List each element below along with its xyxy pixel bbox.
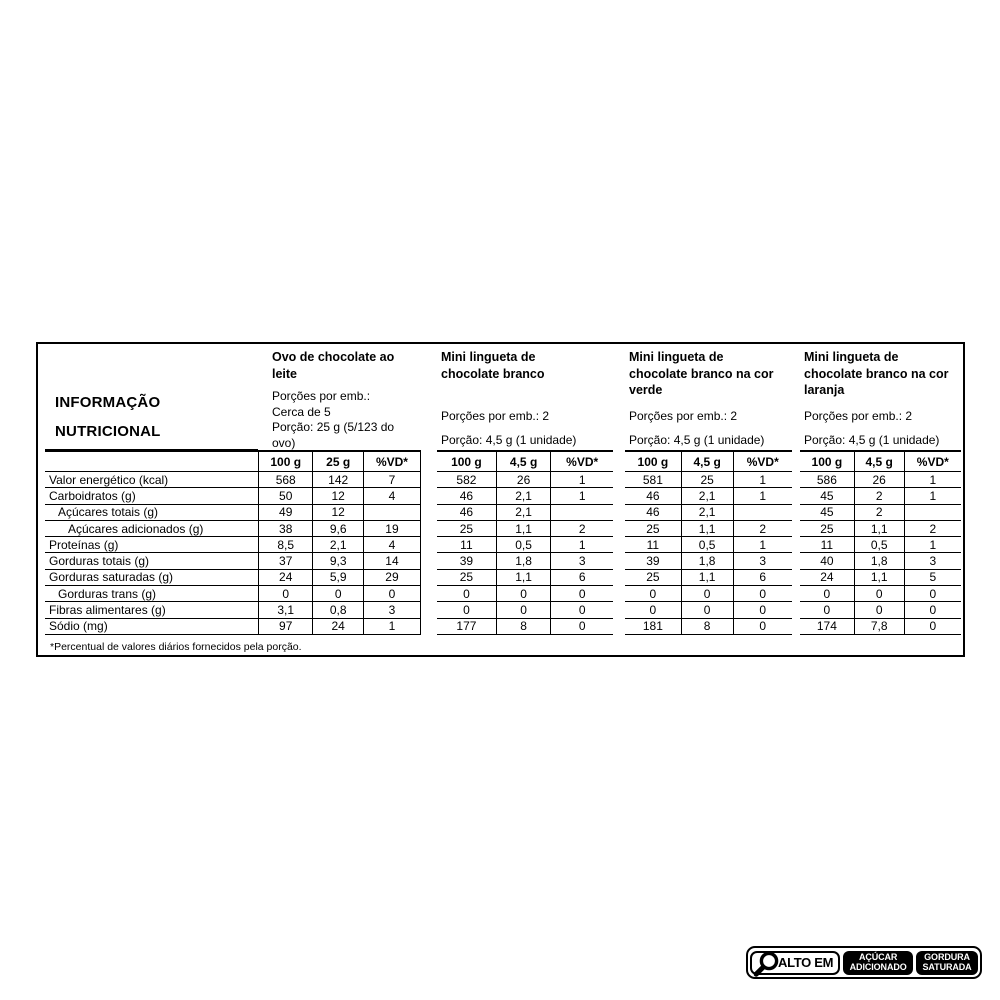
product-name: Mini lingueta de chocolate branco na cor verde (629, 350, 774, 397)
column-header-row (437, 452, 613, 472)
value-row (437, 619, 613, 635)
value-cell: 39 (437, 553, 497, 568)
value-cell (734, 505, 792, 520)
value-cell: 37 (258, 553, 313, 568)
value-cell: 8,5 (258, 537, 313, 552)
portion-size: Porção: 4,5 g (1 unidade) (441, 433, 577, 447)
value-cell: 0 (437, 602, 497, 617)
value-cell: 24 (313, 619, 364, 634)
value-cell: 582 (437, 472, 497, 487)
value-row (437, 570, 613, 586)
value-cell: 2,1 (497, 488, 552, 503)
value-row (437, 488, 613, 504)
portion-line: Cerca de 5 (272, 404, 331, 419)
value-cell: 50 (258, 488, 313, 503)
value-cell: 174 (800, 619, 855, 634)
value-row (800, 537, 961, 553)
value-cell: 3 (578, 554, 586, 569)
value-row (258, 537, 421, 553)
value-cell (905, 505, 961, 520)
value-cell: 14 (364, 553, 421, 568)
value-cell: 0,5 (682, 537, 734, 552)
value-cell: 1,1 (497, 570, 552, 585)
value-row (258, 521, 421, 537)
value-row (800, 619, 961, 635)
value-cell: 1,1 (497, 521, 552, 536)
value-row (625, 505, 792, 521)
value-cell: 11 (800, 537, 855, 552)
value-cell: 6 (759, 570, 767, 585)
value-cell: 25 (682, 472, 734, 487)
badge-line: AÇÚCAR (858, 952, 898, 962)
value-cell: 25 (625, 570, 682, 585)
value-cell: 1,1 (682, 521, 734, 536)
value-cell: 0,5 (855, 537, 905, 552)
row-label: Proteínas (g) (45, 537, 258, 553)
value-row (258, 488, 421, 504)
value-cell: 2 (855, 488, 905, 503)
value-cell: 0 (364, 586, 421, 601)
magnifier-icon (751, 950, 781, 979)
value-cell: 8 (682, 619, 734, 634)
value-cell: 568 (258, 472, 313, 487)
value-cell: 1 (929, 488, 937, 503)
value-row (437, 537, 613, 553)
value-cell: 2,1 (682, 488, 734, 503)
column-header: %VD* (364, 452, 421, 471)
value-row (258, 586, 421, 602)
value-cell: 11 (625, 537, 682, 552)
value-cell: 0 (759, 586, 767, 601)
alto-em-label: ALTO EM (778, 955, 834, 970)
value-row (437, 602, 613, 618)
value-row (625, 537, 792, 553)
value-cell: 9,3 (313, 553, 364, 568)
value-row (258, 619, 421, 635)
value-cell: 0 (578, 586, 586, 601)
nutrition-facts-table (36, 342, 965, 657)
column-header-row (625, 452, 792, 472)
row-label: Gorduras saturadas (g) (45, 570, 258, 586)
value-cell: 581 (625, 472, 682, 487)
value-row (258, 602, 421, 618)
value-cell: 1,8 (855, 553, 905, 568)
alto-em-box (750, 951, 840, 975)
column-header: %VD* (916, 454, 949, 469)
value-cell: 38 (258, 521, 313, 536)
value-cell: 3,1 (258, 602, 313, 617)
value-cell: 45 (800, 505, 855, 520)
badge-gordura-saturada (916, 951, 978, 975)
column-header: 100 g (437, 452, 497, 471)
value-row (258, 570, 421, 586)
product-header (800, 346, 961, 452)
value-cell: 2,1 (313, 537, 364, 552)
value-cell: 0 (578, 603, 586, 618)
portions-per-package: Porções por emb.: 2 (629, 409, 738, 423)
value-cell: 2 (929, 521, 937, 536)
row-label: Fibras alimentares (g) (45, 602, 258, 618)
value-cell: 25 (800, 521, 855, 536)
value-cell: 0 (855, 602, 905, 617)
table-title-block (45, 346, 258, 452)
value-row (437, 505, 613, 521)
value-row (625, 586, 792, 602)
table-title-line2: NUTRICIONAL (55, 423, 161, 440)
value-cell: 24 (258, 570, 313, 585)
value-cell: 1 (578, 488, 586, 503)
value-cell: 25 (437, 521, 497, 536)
value-cell: 25 (437, 570, 497, 585)
value-cell: 2,1 (682, 505, 734, 520)
value-row (437, 472, 613, 488)
value-cell: 1 (759, 537, 767, 552)
value-cell: 8 (497, 619, 552, 634)
value-cell: 0 (625, 602, 682, 617)
column-header: 100 g (625, 452, 682, 471)
row-label-column (45, 346, 258, 635)
value-cell: 29 (364, 570, 421, 585)
column-header: 25 g (313, 452, 364, 471)
value-cell: 0 (759, 619, 767, 634)
value-row (437, 521, 613, 537)
value-cell: 0 (929, 619, 937, 634)
value-cell: 0 (497, 602, 552, 617)
row-label: Gorduras trans (g) (45, 586, 258, 602)
value-cell (364, 505, 421, 520)
portions-per-package: Porções por emb.: 2 (441, 409, 550, 423)
value-cell: 5 (929, 570, 937, 585)
value-cell: 1 (364, 619, 421, 634)
column-header: %VD* (566, 454, 599, 469)
value-cell: 0,5 (497, 537, 552, 552)
value-row (800, 570, 961, 586)
badge-line: GORDURA (924, 952, 970, 962)
value-cell: 5,9 (313, 570, 364, 585)
value-row (625, 521, 792, 537)
value-cell: 2,1 (497, 505, 552, 520)
value-cell: 49 (258, 505, 313, 520)
value-cell: 0 (258, 586, 313, 601)
column-gap (421, 346, 437, 356)
value-cell: 12 (313, 505, 364, 520)
value-cell: 0 (313, 586, 364, 601)
value-cell: 0 (437, 586, 497, 601)
value-cell: 97 (258, 619, 313, 634)
value-cell: 6 (578, 570, 586, 585)
row-label: Açúcares adicionados (g) (45, 521, 258, 537)
value-cell: 11 (437, 537, 497, 552)
value-cell: 1,8 (682, 553, 734, 568)
column-header: 4,5 g (855, 452, 905, 471)
value-cell: 0 (800, 602, 855, 617)
value-cell: 0 (625, 586, 682, 601)
product-name: Ovo de chocolate ao leite (272, 350, 395, 381)
product-header (258, 346, 421, 452)
value-row (800, 553, 961, 569)
value-cell: 1,1 (682, 570, 734, 585)
value-cell: 7,8 (855, 619, 905, 634)
value-row (625, 488, 792, 504)
value-cell: 2 (855, 505, 905, 520)
value-cell: 3 (759, 554, 767, 569)
value-cell: 25 (625, 521, 682, 536)
value-cell: 1,1 (855, 521, 905, 536)
value-cell: 4 (364, 488, 421, 503)
value-cell: 0 (682, 586, 734, 601)
value-row (625, 570, 792, 586)
value-cell: 0 (497, 586, 552, 601)
value-cell: 2 (578, 521, 586, 536)
badge-line: ADICIONADO (849, 961, 907, 972)
value-cell: 1 (929, 472, 937, 487)
value-row (437, 586, 613, 602)
value-cell: 586 (800, 472, 855, 487)
product-column-mini-lingueta-verde (625, 346, 792, 635)
value-cell: 0 (578, 619, 586, 634)
column-header: 100 g (800, 452, 855, 471)
row-label: Açúcares totais (g) (45, 505, 258, 521)
value-cell: 1,1 (855, 570, 905, 585)
product-name: Mini lingueta de chocolate branco na cor laranja (804, 350, 949, 397)
product-header (625, 346, 792, 452)
value-cell: 2 (759, 521, 767, 536)
value-cell: 40 (800, 553, 855, 568)
value-cell: 1,8 (497, 553, 552, 568)
badge-line: SATURADA (922, 961, 972, 972)
value-cell: 1 (759, 488, 767, 503)
value-row (258, 553, 421, 569)
label-subheader-spacer (45, 452, 258, 472)
column-header: 100 g (258, 452, 313, 471)
row-label: Carboidratos (g) (45, 488, 258, 504)
value-cell: 46 (625, 488, 682, 503)
value-cell: 3 (929, 554, 937, 569)
value-cell: 0 (800, 586, 855, 601)
portion-line: Porções por emb.: (272, 389, 371, 403)
value-cell: 19 (364, 521, 421, 536)
product-column-mini-lingueta-branco (437, 346, 613, 635)
value-cell: 181 (625, 619, 682, 634)
value-row (625, 602, 792, 618)
row-label: Gorduras totais (g) (45, 553, 258, 569)
value-row (437, 553, 613, 569)
value-cell: 142 (313, 472, 364, 487)
value-cell: 45 (800, 488, 855, 503)
portions-per-package: Porções por emb.: 2 (804, 409, 913, 423)
value-cell: 46 (437, 488, 497, 503)
value-cell: 1 (759, 472, 767, 487)
table-columns (45, 346, 963, 635)
value-row (625, 619, 792, 635)
alto-em-warning-seal (746, 946, 982, 979)
portion-line: Porção: 25 g (5/123 do ovo) (272, 420, 395, 450)
portion-size: Porção: 4,5 g (1 unidade) (804, 433, 940, 447)
value-cell: 9,6 (313, 521, 364, 536)
value-row (258, 472, 421, 488)
value-cell: 46 (625, 505, 682, 520)
value-cell: 26 (855, 472, 905, 487)
value-row (625, 472, 792, 488)
value-cell (551, 505, 613, 520)
value-row (800, 472, 961, 488)
product-column-mini-lingueta-laranja (800, 346, 961, 635)
value-cell: 0 (682, 602, 734, 617)
value-cell: 1 (578, 537, 586, 552)
value-cell: 3 (364, 602, 421, 617)
badge-acucar-adicionado (843, 951, 913, 975)
value-cell: 4 (364, 537, 421, 552)
row-label: Valor energético (kcal) (45, 472, 258, 488)
value-row (625, 553, 792, 569)
value-row (258, 505, 421, 521)
column-header: 4,5 g (682, 452, 734, 471)
product-column-ovo-chocolate-ao-leite (258, 346, 421, 635)
value-cell: 177 (437, 619, 497, 634)
value-cell: 7 (364, 472, 421, 487)
value-row (800, 586, 961, 602)
value-row (800, 488, 961, 504)
value-cell: 26 (497, 472, 552, 487)
portion-size: Porção: 4,5 g (1 unidade) (629, 433, 765, 447)
value-row (800, 602, 961, 618)
product-name: Mini lingueta de chocolate branco (441, 350, 545, 381)
value-cell: 24 (800, 570, 855, 585)
value-cell: 0 (929, 586, 937, 601)
column-header: %VD* (746, 454, 779, 469)
column-gap (792, 346, 800, 356)
row-label: Sódio (mg) (45, 619, 258, 635)
column-header: 4,5 g (497, 452, 552, 471)
table-title-line1: INFORMAÇÃO (55, 394, 161, 411)
value-cell: 0 (929, 603, 937, 618)
value-cell: 0,8 (313, 602, 364, 617)
value-row (800, 505, 961, 521)
column-gap (613, 346, 625, 356)
value-cell: 0 (759, 603, 767, 618)
value-cell: 12 (313, 488, 364, 503)
column-header-row (800, 452, 961, 472)
column-header-row (258, 452, 421, 472)
value-cell: 39 (625, 553, 682, 568)
value-row (800, 521, 961, 537)
value-cell: 1 (578, 472, 586, 487)
value-cell: 0 (855, 586, 905, 601)
value-cell: 1 (929, 537, 937, 552)
daily-values-footnote: *Percentual de valores diários fornecidos pela porção. (50, 640, 302, 653)
portion-info (272, 389, 414, 451)
product-header (437, 346, 613, 452)
value-cell: 46 (437, 505, 497, 520)
